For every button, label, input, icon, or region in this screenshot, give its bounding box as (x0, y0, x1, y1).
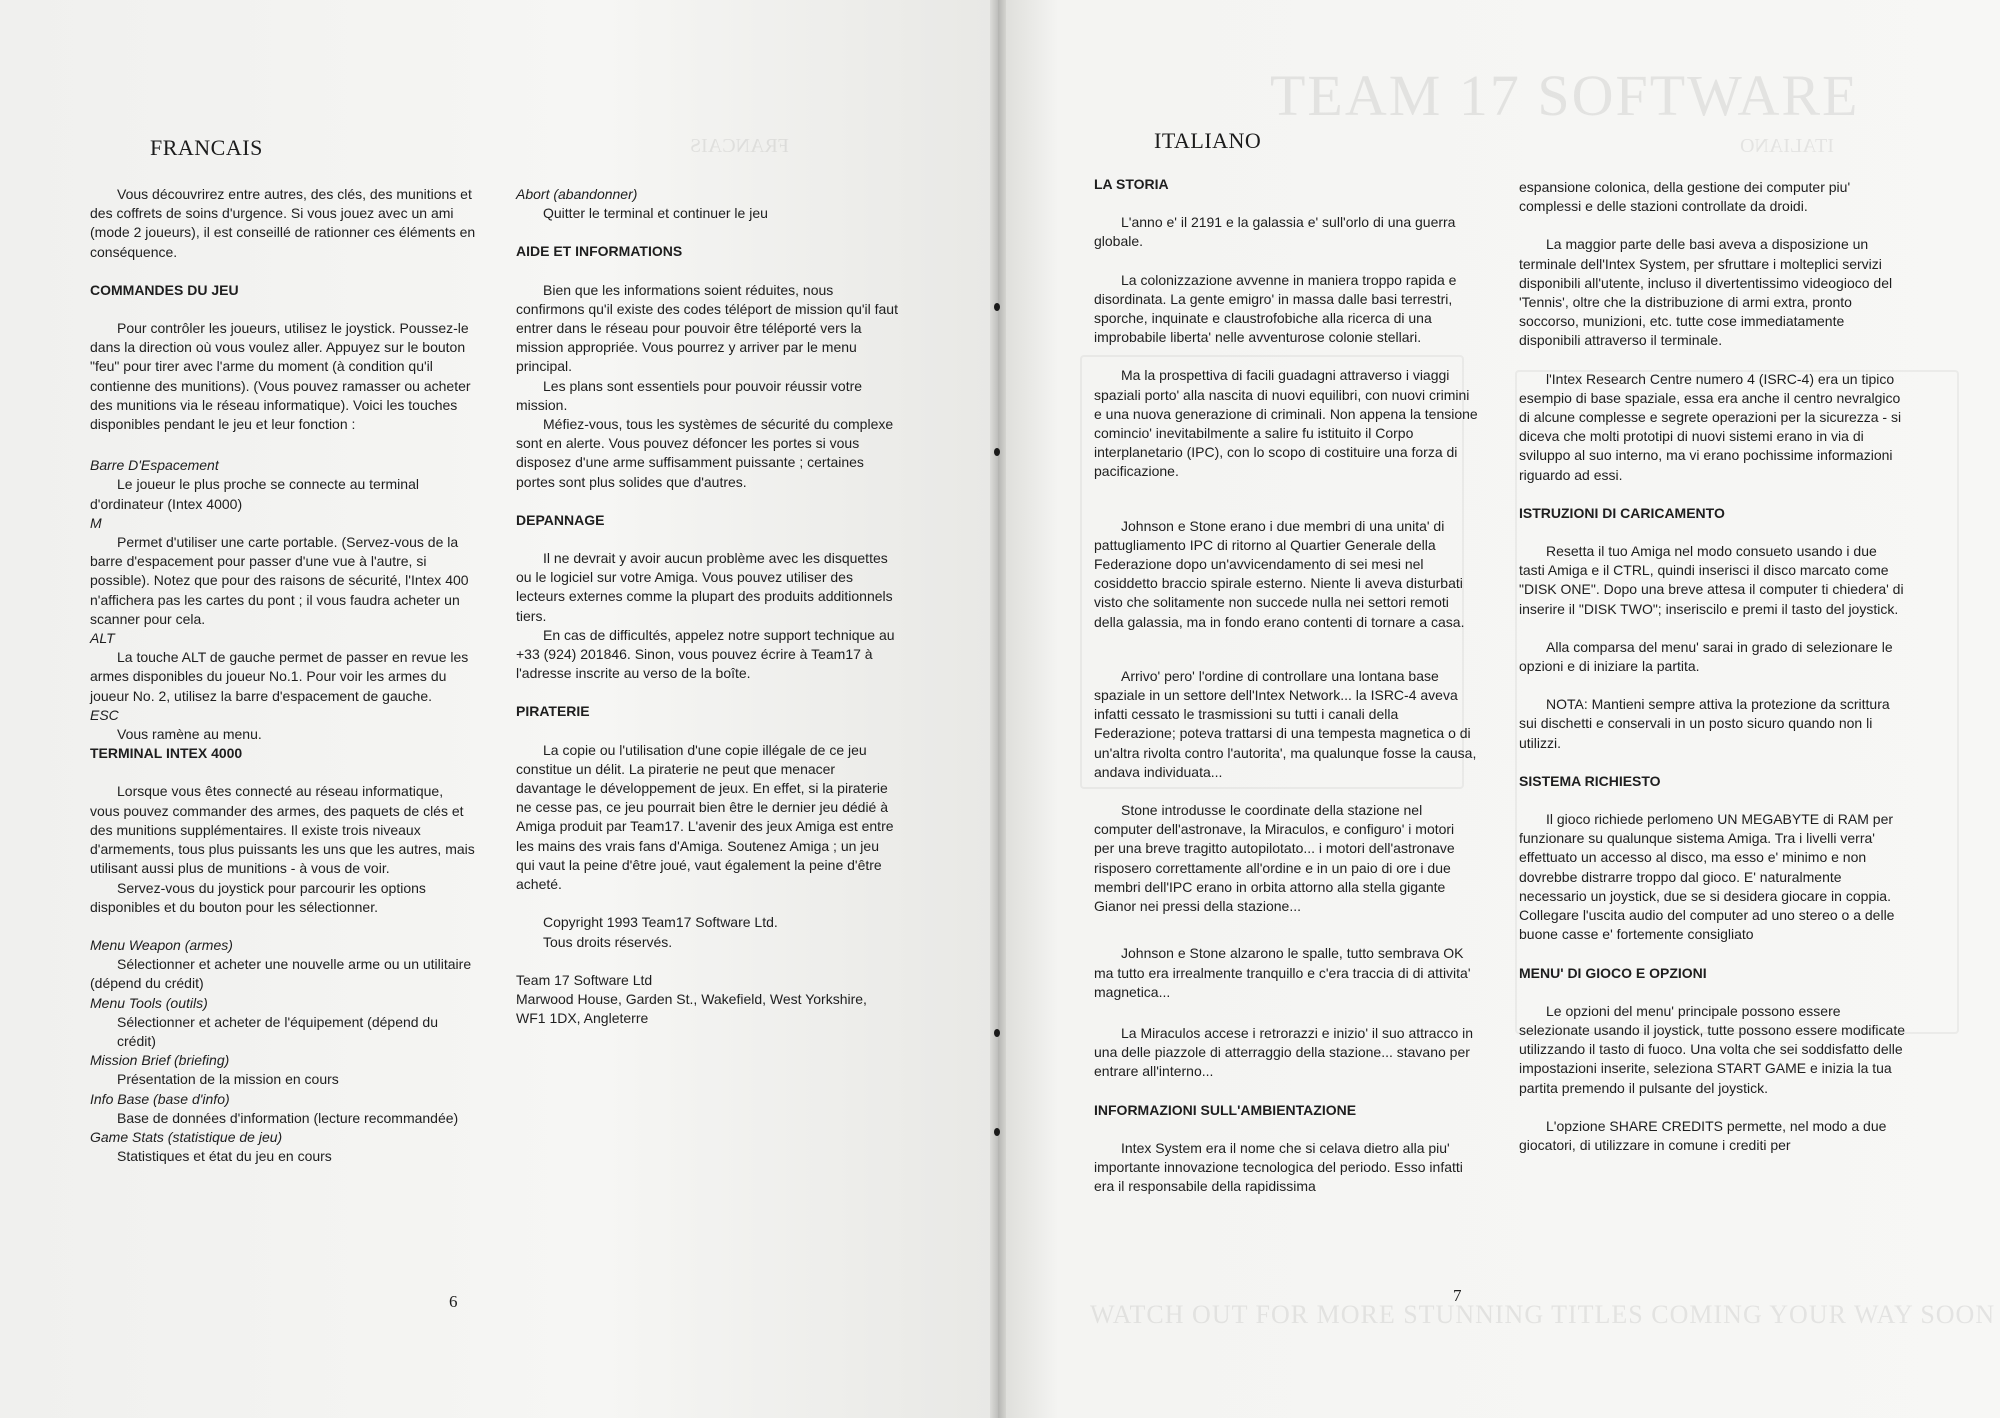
left-column-1 (90, 185, 476, 1166)
paragraph: L'anno e' il 2191 e la galassia e' sull'orlo di una guerra globale. (1094, 214, 1456, 250)
paragraph: Lorsque vous êtes connecté au réseau informatique, vous pouvez commander des armes, des paquets de clés et des munitions supplémentaires. Il existe trois niveaux d'armements, tous plus puissants les uns que les autres, mais utilisant aussi plus de munitions - à vous de voir. (90, 783, 475, 877)
menu-description: Base de données d'information (lecture recommandée) (117, 1109, 459, 1126)
menu-label: Abort (abandonner) (516, 186, 638, 202)
paragraph: Stone introdusse le coordinate della stazione nel computer dell'astronave, la Miraculos, e configuro' i motori per una breve tragitto autopilotato... i motori dell'astronave risposero correttamente all'ordine e in un paio di ore i due membri dell'IPC erano in orbita attorno alla stella gigante Gianor nei pressi della stazione... (1094, 802, 1455, 915)
menu-label: Menu Tools (outils) (90, 994, 208, 1011)
key-label: Barre D'Espacement (90, 457, 219, 474)
menu-description: Statistiques et état du jeu en cours (117, 1148, 332, 1165)
menu-description: Sélectionner et acheter une nouvelle arme ou un utilitaire (dépend du crédit) (90, 956, 472, 992)
menu-description: Sélectionner et acheter de l'équipement (dépend du crédit) (117, 1013, 439, 1049)
paragraph: La Miraculos accese i retrorazzi e inizio' il suo attracco in una delle piazzole di atterraggio della stazione... stavano per entrare all'interno... (1094, 1024, 1474, 1080)
paragraph: Les plans sont essentiels pour pouvoir réussir votre mission. (516, 377, 863, 413)
paragraph: Johnson e Stone alzarono le spalle, tutto sembrava OK ma tutto era irrealmente tranquillo e c'era traccia di di attivita' magnetica... (1094, 945, 1471, 1000)
copyright-line: Copyright 1993 Team17 Software Ltd. (543, 914, 778, 931)
paragraph: Alla comparsa del menu' sarai in grado di selezionare le opzioni e di iniziare la partita. (1519, 638, 1893, 675)
key-label: ESC (90, 706, 119, 723)
key-description: Vous ramène au menu. (117, 726, 262, 743)
staple-mark (994, 1128, 1000, 1136)
section-heading: DEPANNAGE (516, 511, 605, 528)
paragraph: Méfiez-vous, tous les systèmes de sécurité du complexe sont en alerte. Vous pouvez défoncer les portes si vous disposez d'une arme suffisamment puissante ; certaines portes sont plus solides que d'autres. (516, 416, 894, 490)
show-through-language: FRANCAIS (690, 135, 789, 157)
paragraph: L'opzione SHARE CREDITS permette, nel modo a due giocatori, di utilizzare in comune i crediti per (1519, 1117, 1887, 1153)
page-language-heading: FRANCAIS (150, 135, 263, 160)
key-description: Permet d'utiliser une carte portable. (Servez-vous de la barre d'espacement pour passer d'une vue à l'autre, si possible). Notez que pour des raisons de sécurité, l'Intex 400 n'affichera pas les cartes du pont ; il vous faudra acheter un scanner pour cela. (90, 534, 469, 627)
key-description: La touche ALT de gauche permet de passer en revue les armes disponibles du joueur No.1. Pour voir les armes du joueur No. 2, utilisez la barre d'espacement de gauche. (90, 649, 469, 704)
paragraph: La colonizzazione avvenne in maniera troppo rapida e disordinata. La gente emigro' in massa dalle basi terrestri, sporche, inquinate e claustrofobiche alla ricerca di una improbabile liberta' nelle avventurose colonie stellari. (1094, 271, 1457, 346)
key-label: ALT (90, 630, 115, 647)
page-language-heading: ITALIANO (1154, 128, 1262, 153)
section-heading: TERMINAL INTEX 4000 (90, 745, 243, 762)
paragraph: Johnson e Stone erano i due membri di una unita' di pattugliamento IPC di ritorno al Quartier Generale della Federazione dopo un'avvicendamento di sei mesi nel cosiddetto braccio spirale esterno. Niente li aveva disturbati visto che solitamente non succede nulla nei settori remoti della galassia, ma in fondo erano contenti di tornare a casa. (1094, 517, 1465, 630)
section-heading: SISTEMA RICHIESTO (1519, 772, 1661, 789)
paragraph: Resetta il tuo Amiga nel modo consueto usando i due tasti Amiga e il CTRL, quindi inserisci il disco marcato come "DISK ONE". Dopo una breve attesa il computer ti chiedera' di inserire il "DISK TWO"; inseriscilo e premi il tasto del joystick. (1519, 543, 1904, 617)
staple-mark (994, 1029, 1000, 1037)
paragraph: NOTA: Mantieni sempre attiva la protezione da scrittura sui dischetti e conservali in un posto sicuro quando non li utilizzi. (1519, 696, 1890, 751)
page-number: 7 (1453, 1286, 1462, 1305)
paragraph: Intex System era il nome che si celava dietro alla piu' importante innovazione tecnologica del periodo. Esso infatti era il responsabile della rapidissima (1094, 1139, 1463, 1195)
menu-description: Quitter le terminal et continuer le jeu (543, 205, 768, 222)
show-through-title: TEAM 17 SOFTWARE (1270, 63, 1860, 128)
paragraph: Ma la prospettiva di facili guadagni attraverso i viaggi spaziali porto' alla nascita di nuovi equilibri, con nuovi crimini e una nuova generazione di criminali. Non appena la tensione comincio' inevitabilmente a salire fu istituito il Corpo interplanetario (IPC), con lo scopo di costituire una forza di pacificazione. (1094, 367, 1478, 480)
paragraph: En cas de difficultés, appelez notre support technique au +33 (924) 201846. Sinon, vous pouvez écrire à Team17 à l'adresse inscrite au verso de la boîte. (516, 626, 895, 682)
copyright-line: Tous droits réservés. (543, 933, 673, 950)
binding-gutter (990, 0, 1006, 1418)
section-heading: PIRATERIE (516, 703, 590, 720)
right-column-2 (1519, 178, 1905, 1155)
paragraph: espansione colonica, della gestione dei computer piu' complessi e delle stazioni controllate da droidi. (1519, 179, 1851, 215)
menu-label: Info Base (base d'info) (90, 1090, 230, 1107)
show-through-language: ITALIANO (1740, 135, 1834, 157)
left-column-2 (516, 185, 898, 1028)
section-heading: COMMANDES DU JEU (90, 281, 239, 298)
key-label: M (90, 514, 102, 531)
paragraph: Servez-vous du joystick pour parcourir les options disponibles et du bouton pour les sélectionner. (90, 879, 426, 915)
right-column-1 (1094, 175, 1478, 1196)
paragraph: La maggior parte delle basi aveva a disposizione un terminale dell'Intex System, per sfruttare i molteplici servizi disponibili all'utente, incluso il divertentissimo videogioco del 'Tennis', oltre che la distribuzione di armi extra, pronto soccorso, munizioni, etc. tutte cose immediatamente disponibili attraverso il terminale. (1519, 236, 1893, 349)
paragraph: l'Intex Research Centre numero 4 (ISRC-4) era un tipico esempio di base spaziale, essa era anche il centro nevralgico di alcune complesse e segrete operazioni per la sicurezza - si diceva che molti prototipi di nuovi sistemi erano in via di sviluppo al suo interno, ma vi erano pochissime informazioni riguardo ad essi. (1519, 370, 1902, 483)
paragraph: Pour contrôler les joueurs, utilisez le joystick. Poussez-le dans la direction où vous voulez aller. Appuyez sur le bouton "feu" pour tirer avec l'arme du moment (à condition qu'il contienne des munitions). (Vous pouvez ramasser ou acheter des munitions via le réseau informatique). Voici les touches disponibles pendant le jeu et leur fonction : (90, 320, 471, 433)
intro-paragraph: Vous découvrirez entre autres, des clés, des munitions et des coffrets de soins d'urgence. Si vous jouez avec un ami (mode 2 joueurs), il est conseillé de rationner ces éléments en conséquence. (90, 186, 476, 260)
paragraph: La copie ou l'utilisation d'une copie illégale de ce jeu constitue un délit. La piraterie ne peut que menacer davantage le développement de jeux. En effet, si la piraterie ne cesse pas, ce jeu pourrait bien être le dernier jeu dédié à Amiga produit par Team17. L'avenir des jeux Amiga est entre les mains des vrais fans d'Amiga. Soutenez Amiga ; un jeu qui vaut la peine d'être joué, vaut également la peine d'être acheté. (516, 741, 894, 893)
menu-label: Menu Weapon (armes) (90, 936, 233, 953)
paragraph: Le opzioni del menu' principale possono essere selezionate usando il joystick, tutte possono essere modificate utilizzando il tasto di fuoco. Una volta che sei soddisfatto delle impostazioni inserite, seleziona START GAME e inizia la tua partita premendo il pulsante del joystick. (1519, 1002, 1905, 1096)
menu-label: Mission Brief (briefing) (90, 1052, 230, 1069)
section-heading: LA STORIA (1094, 176, 1169, 192)
staple-mark (994, 448, 1000, 456)
menu-label: Game Stats (statistique de jeu) (90, 1128, 283, 1145)
page-number: 6 (449, 1292, 458, 1311)
key-description: Le joueur le plus proche se connecte au terminal d'ordinateur (Intex 4000) (90, 476, 419, 512)
staple-mark (994, 303, 1000, 311)
company-address: Team 17 Software Ltd Marwood House, Garden St., Wakefield, West Yorkshire, WF1 1DX, Angleterre (516, 971, 867, 1027)
section-heading: AIDE ET INFORMATIONS (516, 243, 683, 260)
paragraph: Il gioco richiede perlomeno UN MEGABYTE di RAM per funzionare su qualunque sistema Amiga. Tra i livelli verra' effettuato un accesso al disco, ma esso e' minimo e non dovrebbe distrarre troppo dal gioco. E' naturalmente necessario un joystick, due se si desidera giocare in coppia. Collegare l'uscita audio del computer ad uno stereo o a delle buone casse e' fortemente consigliato (1519, 811, 1895, 943)
paragraph: Bien que les informations soient réduites, nous confirmons qu'il existe des codes téléport de mission qu'il faut entrer dans le réseau pour pouvoir être téléporté vers la mission appropriée. Vous pourrez y arriver par le menu principal. (516, 281, 898, 375)
paragraph: Arrivo' pero' l'ordine di controllare una lontana base spaziale in un settore dell'Intex Network... la ISRC-4 aveva infatti cessato le trasmissioni su tutti i canali della Federazione; poteva trattarsi di una tempesta magnetica o di un'altra rivolta contro l'autorita', ma qualunque fosse la causa, andava individuata... (1094, 667, 1477, 780)
section-heading: MENU' DI GIOCO E OPZIONI (1519, 964, 1707, 981)
show-through-footer: WATCH OUT FOR MORE STUNNING TITLES COMING YOUR WAY SOON (1090, 1300, 1996, 1329)
section-heading: ISTRUZIONI DI CARICAMENTO (1519, 504, 1725, 521)
menu-description: Présentation de la mission en cours (117, 1071, 339, 1088)
paragraph: Il ne devrait y avoir aucun problème avec les disquettes ou le logiciel sur votre Amiga. Vous pouvez utiliser des lecteurs externes comme la plupart des produits additionnels tiers. (516, 550, 893, 624)
section-heading: INFORMAZIONI SULL'AMBIENTAZIONE (1094, 1101, 1357, 1118)
